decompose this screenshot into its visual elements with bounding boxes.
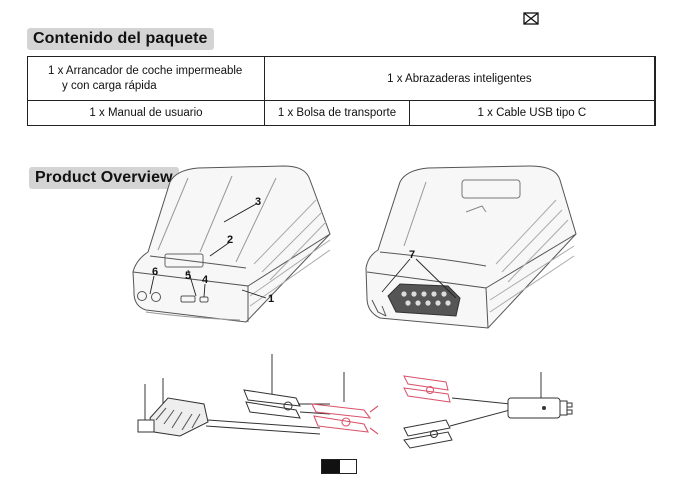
product-overview-title: Product Overview <box>29 167 179 189</box>
item-usb-c-cable: 1 x Cable USB tipo C <box>410 101 655 126</box>
callout-6: 6 <box>152 266 159 278</box>
item-empty <box>654 101 655 126</box>
item-empty <box>654 57 655 101</box>
smart-clamps-illustration <box>138 390 330 436</box>
page-indicator <box>321 459 357 474</box>
callout-3: 3 <box>255 196 262 208</box>
package-contents-table <box>27 56 656 126</box>
red-clamp-illustration <box>312 404 378 434</box>
callout-5: 5 <box>185 270 192 282</box>
callout-4: 4 <box>202 274 209 286</box>
package-contents-title: Contenido del paquete <box>27 28 214 50</box>
table-cell <box>28 57 265 101</box>
item-user-manual: 1 x Manual de usuario <box>28 101 265 126</box>
page-indicator-active <box>322 460 340 473</box>
item-jump-starter-line2: y con carga rápida <box>62 79 157 92</box>
product-overview-illustration <box>0 160 680 482</box>
table-row <box>28 101 656 126</box>
envelope-icon <box>523 12 539 25</box>
callout-1: 1 <box>268 293 275 305</box>
table-row <box>28 57 656 101</box>
jump-starter-rear-illustration <box>366 166 576 328</box>
callout-2: 2 <box>227 234 234 246</box>
cable-clamp-illustration <box>404 376 572 448</box>
item-carry-bag: 1 x Bolsa de transporte <box>265 101 410 126</box>
item-smart-clamps: 1 x Abrazaderas inteligentes <box>265 57 655 101</box>
callout-7: 7 <box>409 249 416 261</box>
item-jump-starter-line1: 1 x Arrancador de coche impermeable <box>48 64 243 77</box>
